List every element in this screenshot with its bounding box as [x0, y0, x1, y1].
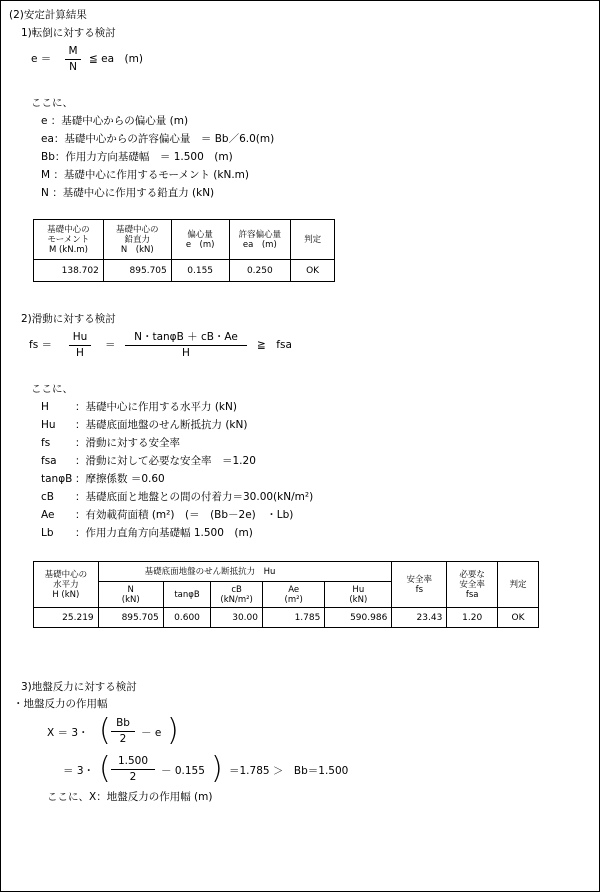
header-safety-factor: 安全率 fs: [392, 562, 447, 608]
definition-cb: ：基礎底面と地盤との間の付着力＝30.00(kN/m²): [75, 491, 314, 503]
header-shear-resistance-group: 基礎底面地盤のせん断抵抗力 Hu: [98, 562, 392, 582]
definition-h-symbol: H: [41, 401, 49, 413]
overturning-eq-rhs: ≦ ea (m): [89, 53, 143, 65]
fraction-numerator: Hu: [72, 331, 88, 343]
header-judgement: 判定: [291, 220, 335, 260]
open-paren: (: [99, 713, 111, 748]
table-row: [34, 260, 335, 282]
sliding-eq-rhs: ≧ fsa: [257, 339, 292, 351]
value-allowable-eccentricity: 0.250: [229, 260, 291, 282]
fraction-denominator: N: [69, 61, 77, 73]
bearing-title: 3)地盤反力に対する検討: [21, 681, 137, 693]
definition-bb: Bb：作用力方向基礎幅 ＝ 1.500 (m): [41, 151, 233, 163]
fraction-numerator: N・tanφB ＋ cB・Ae: [134, 331, 238, 343]
close-paren: ): [167, 713, 179, 748]
bearing-eq1-tail: － e: [141, 727, 162, 739]
value-eccentricity: 0.155: [171, 260, 229, 282]
value-judgement: OK: [498, 608, 539, 628]
overturning-title: 1)転倒に対する検討: [21, 27, 116, 39]
definition-n: N ：基礎中心に作用する鉛直力 (kN): [41, 187, 215, 199]
overturning-eq-lhs: e ＝: [31, 53, 52, 65]
value-hu: 590.986: [325, 608, 392, 628]
definition-fsa: ：滑動に対して必要な安全率 ＝1.20: [75, 455, 256, 467]
header-ae: Ae (m²): [263, 582, 325, 608]
sliding-table: [33, 561, 539, 628]
close-paren: ): [211, 751, 223, 786]
value-cb: 30.00: [211, 608, 263, 628]
bearing-subtitle: ・地盤反力の作用幅: [13, 698, 108, 710]
definition-h: ：基礎中心に作用する水平力 (kN): [75, 401, 237, 413]
header-eccentricity: 偏心量 e (m): [171, 220, 229, 260]
definition-ae-symbol: Ae: [41, 509, 55, 521]
definition-cb-symbol: cB: [41, 491, 54, 503]
bearing-eq1-fraction: [111, 717, 135, 746]
header-allowable-eccentricity: 許容偏心量 ea (m): [229, 220, 291, 260]
definition-tanphi: ：摩擦係数 ＝0.60: [75, 473, 165, 485]
header-hu: Hu (kN): [325, 582, 392, 608]
header-vertical-force: 基礎中心の 鉛直力 N (kN): [103, 220, 171, 260]
fraction-denominator: H: [182, 347, 190, 359]
fraction-numerator: 1.500: [117, 755, 149, 767]
definition-hu-symbol: Hu: [41, 419, 56, 431]
overturning-table: [33, 219, 335, 282]
sliding-eq-lhs: fs ＝: [29, 339, 53, 351]
fraction-numerator: M: [68, 45, 78, 57]
value-n: 895.705: [98, 608, 163, 628]
definition-fs: ：滑動に対する安全率: [75, 437, 180, 449]
header-horizontal-force: 基礎中心の 水平力 H (kN): [34, 562, 99, 608]
header-required-safety-factor: 必要な 安全率 fsa: [447, 562, 498, 608]
definition-ea: ea：基礎中心からの許容偏心量 ＝ Bb／6.0(m): [41, 133, 275, 145]
sliding-fraction-2: [125, 331, 247, 360]
fraction-denominator: 2: [119, 733, 127, 745]
overturning-fraction: [65, 45, 81, 74]
value-vertical-force: 895.705: [103, 260, 171, 282]
overturning-koko: ここに、: [31, 97, 73, 109]
value-moment: 138.702: [34, 260, 104, 282]
sliding-title: 2)滑動に対する検討: [21, 313, 116, 325]
definition-lb: ：作用力直角方向基礎幅 1.500 (m): [75, 527, 253, 539]
definition-hu: ：基礎底面地盤のせん断抵抗力 (kN): [75, 419, 248, 431]
bearing-eq2-tail: － 0.155: [161, 765, 205, 777]
fraction-denominator: H: [76, 347, 84, 359]
definition-e: e ：基礎中心からの偏心量 (m): [41, 115, 189, 127]
definition-tanphi-symbol: tanφB: [41, 473, 73, 485]
fraction-denominator: 2: [129, 771, 137, 783]
header-cb: cB (kN/m²): [211, 582, 263, 608]
table-row: [34, 608, 539, 628]
bearing-eq2-lhs: ＝ 3・: [63, 765, 95, 777]
header-tanphi: tanφB: [163, 582, 211, 608]
definition-fsa-symbol: fsa: [41, 455, 57, 467]
sliding-koko: ここに、: [31, 383, 73, 395]
value-required-safety-factor: 1.20: [447, 608, 498, 628]
value-horizontal-force: 25.219: [34, 608, 99, 628]
bearing-eq2-fraction: [111, 755, 155, 784]
fraction-numerator: Bb: [116, 717, 130, 729]
header-moment: 基礎中心の モーメント M (kN.m): [34, 220, 104, 260]
definition-ae: ：有効載荷面積 (m²) (＝ (Bb－2e) ・Lb): [75, 509, 294, 521]
definition-lb-symbol: Lb: [41, 527, 54, 539]
header-n: N (kN): [98, 582, 163, 608]
sliding-eq-mid: ＝: [105, 339, 116, 351]
sliding-fraction-1: [69, 331, 91, 360]
header-judgement: 判定: [498, 562, 539, 608]
section-heading: (2)安定計算結果: [9, 9, 87, 21]
value-tanphi: 0.600: [163, 608, 211, 628]
bearing-note: ここに、X：地盤反力の作用幅 (m): [47, 791, 213, 803]
definition-m: M ：基礎中心に作用するモーメント (kN.m): [41, 169, 249, 181]
bearing-eq1-lhs: X ＝ 3・: [47, 727, 89, 739]
value-judgement: OK: [291, 260, 335, 282]
bearing-eq2-result: ＝1.785 ＞ Bb＝1.500: [229, 765, 349, 777]
open-paren: (: [99, 751, 111, 786]
value-safety-factor: 23.43: [392, 608, 447, 628]
value-ae: 1.785: [263, 608, 325, 628]
definition-fs-symbol: fs: [41, 437, 51, 449]
